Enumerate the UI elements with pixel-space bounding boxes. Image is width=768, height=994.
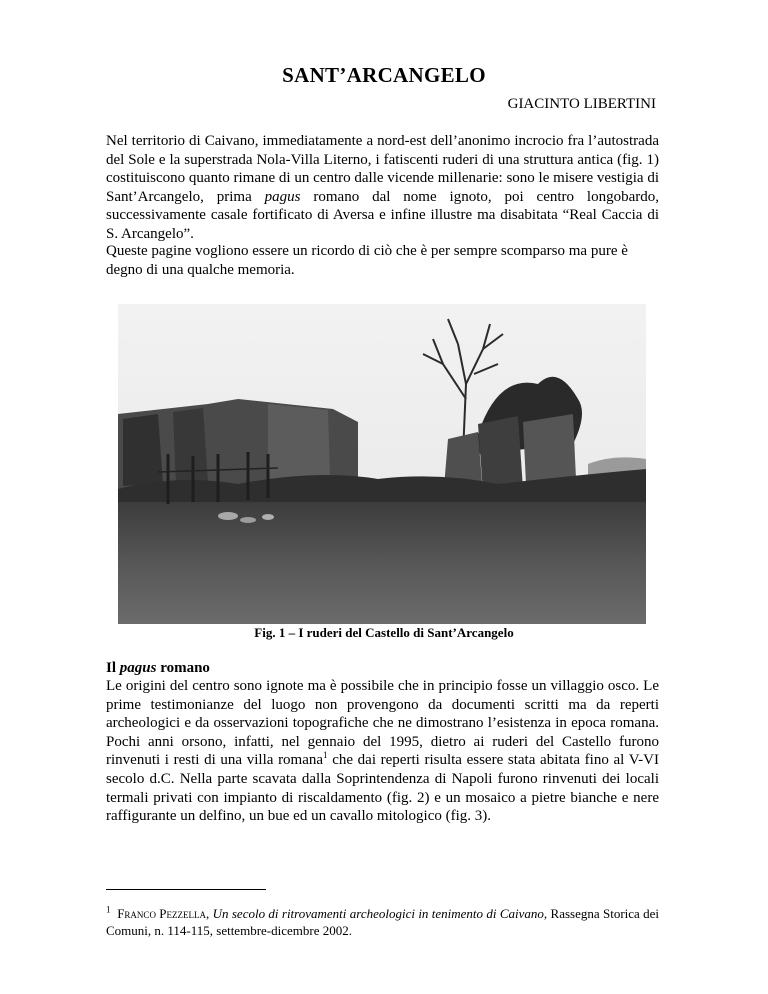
intro-second-paragraph: Queste pagine vogliono essere un ricordo di ciò che è per sempre scomparso ma pure è degno di una qualche memoria.: [106, 243, 628, 278]
section-heading-suffix: romano: [156, 660, 210, 676]
footnote-author: Franco Pezzella: [117, 906, 207, 921]
section-heading-italic: pagus: [119, 660, 157, 676]
footnote: [106, 905, 659, 939]
footnote-sep: ,: [206, 906, 213, 921]
section-heading: [106, 660, 210, 677]
author-name: GIACINTO LIBERTINI: [507, 96, 656, 112]
figure-caption: Fig. 1 – I ruderi del Castello di Sant’Arcangelo: [254, 625, 514, 640]
intro-text-2: romano dal nome ignoto, poi centro longobardo, successivamente casale fortificato di Aversa e infine illustre ma disabitata “Real Caccia di S. Arcangelo”.: [106, 188, 659, 242]
footnote-divider: [106, 889, 266, 890]
page-title: SANT’ARCANGELO: [282, 63, 486, 87]
body-text-1: Le origini del centro sono ignote ma è possibile che in principio fosse un villaggio osco. Le prime testimonianze del luogo non provengono da documenti scritti ma da reperti archeologici e da osservazioni topografiche che ne dimostrano l’esistenza in epoca romana. Pochi anni orsono, infatti, nel gennaio del 1995, dietro ai ruderi del Castello furono rinvenuti i resti di una villa romana: [106, 678, 659, 769]
footnote-title: Un secolo di ritrovamenti archeologici in tenimento di Caivano: [212, 906, 544, 921]
intro-paragraph: [106, 132, 659, 244]
intro-italic-term: pagus: [264, 188, 301, 205]
intro-text-1: Nel territorio di Caivano, immediatamente a nord-est dell’anonimo incrocio fra l’autostrada del Sole e la superstrada Nola-Villa Literno, i fatiscenti ruderi di una struttura antica (fig. 1) costituiscono quanto rimane di un centro dalle vicende millenarie: sono le misere vestigia di Sant’Arcangelo, prima: [106, 133, 659, 205]
footnote-reference[interactable]: 1: [323, 750, 328, 761]
body-paragraph: [106, 677, 659, 826]
footnote-source: , Rassegna Storica dei Comuni, n. 114-115, settembre-dicembre 2002.: [106, 906, 660, 938]
body-text-2: che dai reperti risulta essere stata abitata fino al V-VI secolo d.C. Nella parte scavata dalla Soprintendenza di Napoli furono rinvenuti dei locali termali privati con impianto di riscaldamento (fig. 2) e un mosaico a pietre bianche e nere raffigurante un delfino, un bue ed un cavallo mitologico (fig. 3).: [106, 752, 659, 825]
castle-ruins-image: [118, 304, 646, 624]
footnote-number: 1: [106, 904, 111, 915]
castle-ruins-photo: [118, 304, 646, 624]
section-heading-prefix: Il: [106, 660, 120, 676]
